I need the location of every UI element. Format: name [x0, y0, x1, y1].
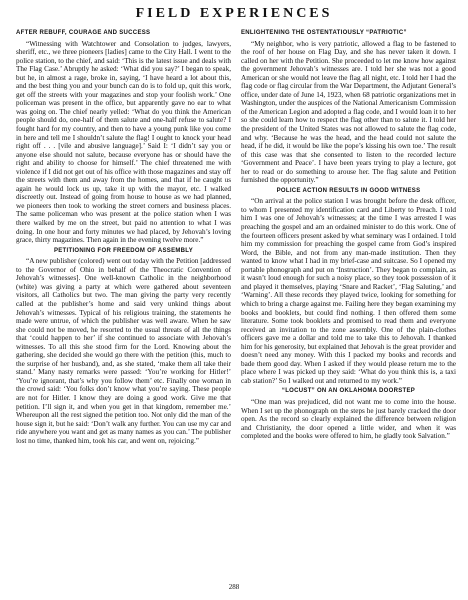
- body-paragraph: “Witnessing with Watchtower and Consolation to judges, lawyers, sheriff, etc., we three pioneers [ladies] came to the City Hall. I went to the police station, to the chief, and said: ‘This is the latest issue and deals with The Flag Case.’ Abruptly he asked: ‘What did you say?’ I began to speak, but he, in almost a rage, broke in, saying, ‘I have heard a lot about this, and the best thing you and your bunch can do is to fold up, quit this work, get off the streets with your magazines and stop your foolish work.’ One policeman was present in the office, but apparently gave no ear to what was going on. The chief nearly yelled: ‘What do you think the American people should do, one-half of them salute and one-half refuse to salute? I fought hard for my country, and then to have a young punk like you come in here and tell me I shouldn’t salute the flag! I ought to knock your head right off . . . [vile and abusive language].’ Said I: ‘I didn’t say you or anyone else should not salute, because everyone has or should have the right and ability to choose for himself.’ The chief threatened me with violence if I did not get out of his office with those magazines and stay off the streets with them and away from the homes, and that if he caught us again he would lock us up, take it up with the mayor, etc. I walked discreetly out. Instead of going from house to house as we had planned, we pioneers then took to working the street corners and business places. The same policeman who was present at the police station when I was there walked by me on the street, but paid no attention to what I was doing. In one hour and forty minutes we had placed, by Jehovah’s loving grace, thirty magazines. Then again in the evening twelve more.”: [16, 39, 231, 245]
- section-heading: AFTER REBUFF, COURAGE AND SUCCESS: [16, 30, 151, 36]
- body-paragraph: “My neighbor, who is very patriotic, allowed a flag to be fastened to the roof of her house on Flag Day, and she has never taken it down. I called on her with the Petition. She proceeded to let me know how against the government Jehovah’s witnesses are. I told her she was not a good American or she would not leave the flag all night, etc. I told her I had the flag code or flag circular from the War Department, the Adjutant General’s office, under date of June 14, 1923, when 68 patriotic organizations met in Washington, under the auspices of the National Americanism Commission of the American Legion and adopted a flag code, and I would loan it to her so she could learn how to respect the flag other than to salute it. I told her the president of the United States was not allowed to salute the flag code, and why. ‘Because he was the head, and the head could not salute the head, if he did, it would be like the pope’s kissing his own toe.’ The result of this case was that she consented to listen to the recorded lecture ‘Government and Peace’. I have been years trying to play a lecture, got her to read or do something to arouse her. The flag salute and Petition furnished the opportunity.”: [241, 39, 456, 185]
- section-heading: POLICE ACTION RESULTS IN GOOD WITNESS: [276, 187, 421, 194]
- body-paragraph: “One man was prejudiced, did not want me to come into the house. When I set up the phonograph on the steps he just barely cracked the door open. As the record so clearly explained the difference between religion and Christianity, the door opened a little wider, and when it was completed and the books were offered to him, he gladly took Salvation.”: [241, 397, 456, 441]
- section-heading: “LOCUST” ON AN OKLAHOMA DOORSTEP: [281, 388, 416, 395]
- right-column: [241, 27, 456, 441]
- section-heading: ENLIGHTENING THE OSTENTATIOUSLY “PATRIOTIC”: [241, 30, 407, 36]
- running-header: FIELD EXPERIENCES: [135, 6, 333, 21]
- left-column: [16, 27, 231, 445]
- body-paragraph: “A new publisher (colored) went out today with the Petition [addressed to the Governor of Ohio in behalf of the Theocratic Convention of Jehovah’s witnesses]. One well-known Catholic in the neighborhood (white) was giving a party at which were gathered about seventeen visitors, all Catholics but two. The man giving the party very recently called at the publisher’s home and said very unkind things about Jehovah’s witnesses. Typical of his religious training, the statements he made were untrue, of which the publisher was well aware. When he saw she could not be moved, he resorted to the usual threats of all the things that ‘could happen to her’ if she continued to associate with Jehovah’s witnesses. To all this she stood firm for the Lord. Knowing about the gathering, she decided she would go there with the petition (this, much to the surprise of her husband), and, as she stated, ‘make them all take their stand.’ Many nasty remarks were passed: ‘You’re working for Hitler!’ ‘You’re ignorant, that’s why you follow them’ etc. Finally one woman in the crowd said: ‘You folks don’t know what you’re saying. These people are not for Hitler. I know they are doing a good work. Give me that petition. I’ll sign it, and when you get in that kingdom, remember me.’ Whereupon all the rest signed the petition too. Not only did the man of the house sign it, but he said: ‘Don’t walk any further. You can use my car and ride anywhere you want and get as many names as you can.’ The publisher lost no time, thanked him, took his car, and went on, rejoicing.”: [16, 257, 231, 445]
- page-number: 288: [228, 583, 240, 591]
- body-paragraph: “On arrival at the police station I was brought before the desk officer, to whom I presented my identification card and Liberty to Preach. I told him I was one of Jehovah’s witnesses; at the time I was arrested I was preaching the gospel and am an ordained minister to do this work. One of the fourteen officers present asked by what seminary was I ordained. I told him my commission for preaching the gospel came from God’s inspired Word, the Bible, and not from any man-made institution. Then they wanted to know what I had in my brief-case and suitcase. So I opened my portable phonograph and put on ‘Instruction’. They began to complain, as it wasn’t loud enough for such a noisy place, so they took possession of it and played it themselves, playing ‘Snare and Racket’, ‘Flag Saluting,’ and ‘Warning’. All these records they played twice, looking for something for which to bring a charge against me. Failing here they began examining my books and booklets, but could find nothing. I then offered them some literature. Some took booklets and promised to read them and everyone received an invitation to the zone assembly. One of the plain-clothes officers gave me a dollar and told me to take this to Jehovah. I thanked him for his generosity, but explained that Jehovah is the great provider and doesn’t need any money. With this I packed my books and records and bade them good day. When I asked if they would please return me to the place where I was picked up they said: ‘What do you think this is, a taxi cab station?’ So I walked out and returned to my work.”: [241, 197, 456, 385]
- section-heading: PETITIONING FOR FREEDOM OF ASSEMBLY: [53, 247, 194, 254]
